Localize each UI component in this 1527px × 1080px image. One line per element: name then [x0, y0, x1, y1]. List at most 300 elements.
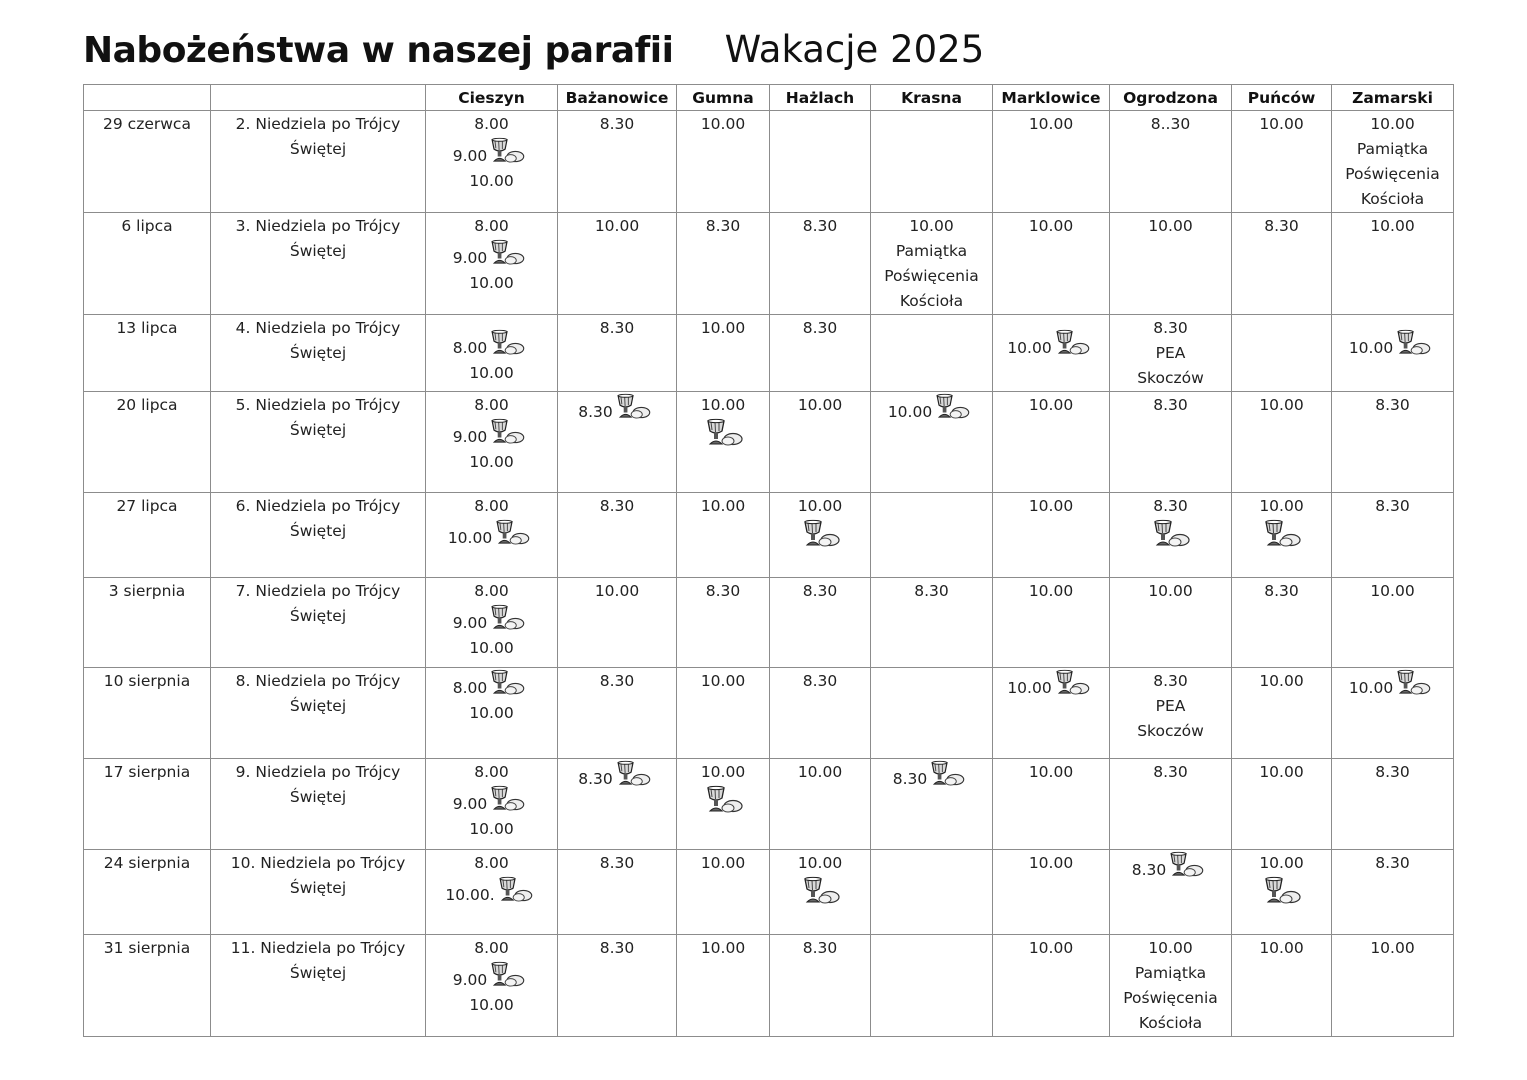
schedule-row — [84, 493, 1454, 578]
mass-time-cell-zamarski — [1332, 111, 1454, 213]
date-cell: 13 lipca — [84, 315, 211, 392]
schedule-row — [84, 578, 1454, 668]
schedule-row — [84, 315, 1454, 392]
title-main: Nabożeństwa w naszej parafii — [83, 30, 674, 71]
mass-time-text: 10.00 — [469, 820, 514, 838]
mass-time — [556, 760, 674, 792]
mass-time-cell-hażlach — [770, 315, 871, 392]
schedule-row — [84, 213, 1454, 315]
mass-time — [558, 112, 676, 137]
communion-chalice-icon — [1167, 851, 1205, 877]
mass-time-cell-ogrodzona — [1110, 392, 1232, 493]
mass-time — [558, 936, 676, 961]
mass-time-cell-zamarski — [1332, 578, 1454, 668]
mass-time-text: 8.30 — [1153, 319, 1188, 337]
mass-time — [677, 393, 769, 418]
mass-time-text: Skoczów — [1137, 369, 1204, 387]
mass-time-cell-gumna — [677, 392, 770, 493]
communion-chalice-icon — [704, 418, 744, 446]
schedule-row — [84, 111, 1454, 213]
mass-time-text: Pamiątka — [895, 242, 968, 260]
mass-time-text: 10.00 — [700, 672, 746, 690]
date-cell: 31 sierpnia — [84, 935, 211, 1037]
mass-time-cell-bażanowice — [558, 493, 677, 578]
mass-time-text: 10.00 — [700, 319, 746, 337]
mass-time-text: 10.00 — [1007, 339, 1052, 357]
sunday-name-cell: 11. Niedziela po Trójcy Świętej — [211, 935, 426, 1037]
mass-time — [426, 271, 557, 296]
mass-time-text: 10.00 — [700, 396, 746, 414]
communion-chalice-icon — [488, 785, 526, 811]
mass-time-cell-bażanowice — [558, 392, 677, 493]
mass-time-text: 8.30 — [1153, 396, 1188, 414]
mass-time-cell-krasna — [871, 213, 993, 315]
mass-time — [424, 137, 555, 169]
date-cell: 6 lipca — [84, 213, 211, 315]
mass-time — [424, 604, 555, 636]
mass-time-text: 8.30 — [599, 854, 635, 872]
mass-time-text: 8.00 — [474, 939, 509, 957]
mass-time-cell-zamarski — [1332, 668, 1454, 759]
mass-time-text: 10.00 — [909, 217, 954, 235]
date-cell: 24 sierpnia — [84, 850, 211, 935]
mass-time-cell-zamarski — [1332, 315, 1454, 392]
mass-time — [1110, 579, 1231, 604]
mass-time-text: 9.00 — [452, 428, 488, 446]
date-cell: 27 lipca — [84, 493, 211, 578]
mass-time-cell-hażlach — [770, 392, 871, 493]
document-title — [83, 28, 984, 71]
mass-time-cell-puńców — [1232, 668, 1332, 759]
mass-time — [426, 636, 557, 661]
mass-time-cell-puńców — [1232, 315, 1332, 392]
mass-time-text: PEA — [1155, 697, 1186, 715]
mass-time-cell-cieszyn — [426, 578, 558, 668]
mass-time — [677, 316, 769, 341]
mass-time — [1110, 1011, 1231, 1036]
communion-marker — [1232, 876, 1331, 904]
communion-marker — [677, 418, 769, 446]
mass-time-cell-bażanowice — [558, 578, 677, 668]
schedule-row — [84, 668, 1454, 759]
mass-time — [770, 316, 870, 341]
mass-time — [1232, 851, 1331, 876]
mass-time — [1110, 936, 1231, 961]
communion-chalice-icon — [801, 876, 841, 904]
mass-time-cell-hażlach — [770, 759, 871, 850]
mass-time — [424, 418, 555, 450]
mass-time-text: 8.30 — [578, 403, 613, 421]
mass-time-text: 8.30 — [1375, 396, 1410, 414]
header-cieszyn: Cieszyn — [426, 85, 558, 111]
mass-time-cell-gumna — [677, 493, 770, 578]
mass-time-text: 8.30 — [802, 939, 838, 957]
mass-time — [1110, 694, 1231, 719]
mass-time — [1110, 112, 1231, 137]
mass-time-cell-bażanowice — [558, 668, 677, 759]
mass-time — [770, 851, 870, 876]
mass-time-text: 9.00 — [452, 614, 488, 632]
mass-time-text: 8.30 — [705, 217, 741, 235]
mass-time-text: 8.30 — [705, 582, 741, 600]
header-puncow: Puńców — [1232, 85, 1332, 111]
mass-time-cell-bażanowice — [558, 111, 677, 213]
mass-time-cell-hażlach — [770, 850, 871, 935]
mass-time-cell-krasna — [871, 935, 993, 1037]
mass-time — [424, 961, 555, 993]
mass-time-cell-gumna — [677, 315, 770, 392]
mass-time-text: 10.00 — [1348, 679, 1394, 697]
mass-time-cell-cieszyn — [426, 850, 558, 935]
mass-time-cell-marklowice — [993, 392, 1110, 493]
mass-time-cell-ogrodzona — [1110, 759, 1232, 850]
mass-time-text: Kościoła — [1138, 1014, 1203, 1032]
mass-time-text: 10.00 — [1148, 217, 1193, 235]
mass-time — [1330, 329, 1451, 361]
mass-time — [770, 494, 870, 519]
mass-time — [426, 450, 557, 475]
mass-time-cell-cieszyn — [426, 315, 558, 392]
mass-time — [1332, 393, 1453, 418]
mass-time-text: 8.30 — [1131, 861, 1167, 879]
mass-time-text: 10.00 — [1370, 582, 1415, 600]
mass-time — [1332, 214, 1453, 239]
mass-time-text: 8.30 — [599, 115, 635, 133]
mass-time-text: 8.30 — [599, 319, 635, 337]
mass-time-text: 10.00 — [594, 217, 640, 235]
mass-time — [426, 494, 557, 519]
mass-time-cell-bażanowice — [558, 213, 677, 315]
mass-time — [871, 289, 992, 314]
mass-time — [426, 169, 557, 194]
communion-chalice-icon — [801, 519, 841, 547]
mass-time — [1232, 393, 1331, 418]
mass-time — [993, 760, 1109, 785]
mass-time — [1232, 579, 1331, 604]
mass-time — [1110, 366, 1231, 391]
mass-time-cell-gumna — [677, 668, 770, 759]
mass-time-text: 8.30 — [802, 672, 838, 690]
mass-time-text: 8.30 — [599, 672, 635, 690]
mass-time-text: 10.00 — [1028, 497, 1074, 515]
mass-time — [426, 214, 557, 239]
mass-time-cell-hażlach — [770, 493, 871, 578]
mass-time — [426, 760, 557, 785]
mass-time-text: Poświęcenia — [1345, 165, 1440, 183]
mass-time — [1232, 112, 1331, 137]
mass-time-text: 8.00 — [474, 396, 509, 414]
mass-time-text: 10.00 — [469, 274, 514, 292]
mass-time-text: Pamiątka — [1134, 964, 1207, 982]
communion-chalice-icon — [493, 519, 531, 545]
mass-time-cell-zamarski — [1332, 213, 1454, 315]
mass-time-text: 8.00 — [474, 217, 509, 235]
mass-time — [869, 760, 990, 792]
date-cell: 20 lipca — [84, 392, 211, 493]
mass-time-cell-ogrodzona — [1110, 315, 1232, 392]
header-marklowice: Marklowice — [993, 85, 1110, 111]
mass-time-text: 10.00 — [469, 704, 514, 722]
mass-time — [1110, 719, 1231, 744]
mass-time-cell-marklowice — [993, 213, 1110, 315]
mass-time — [677, 214, 769, 239]
mass-time — [558, 494, 676, 519]
mass-time-text: 10.00 — [1259, 763, 1304, 781]
mass-time — [426, 701, 557, 726]
mass-time — [426, 993, 557, 1018]
mass-time-text: 10.00 — [1028, 854, 1074, 872]
mass-time-cell-gumna — [677, 850, 770, 935]
mass-time — [558, 579, 676, 604]
mass-time-text: 10.00 — [1028, 763, 1074, 781]
mass-time-cell-hażlach — [770, 935, 871, 1037]
mass-time-cell-ogrodzona — [1110, 935, 1232, 1037]
mass-time-text: 8.00 — [474, 854, 509, 872]
mass-time — [770, 760, 870, 785]
schedule-row — [84, 935, 1454, 1037]
mass-time-cell-krasna — [871, 111, 993, 213]
mass-time-cell-puńców — [1232, 850, 1332, 935]
mass-time — [426, 817, 557, 842]
mass-time-text: 9.00 — [452, 971, 488, 989]
sunday-name-cell: 10. Niedziela po Trójcy Świętej — [211, 850, 426, 935]
mass-time — [1110, 494, 1231, 519]
mass-time — [1332, 851, 1453, 876]
communion-chalice-icon — [1394, 669, 1432, 695]
mass-time — [558, 669, 676, 694]
mass-time-text: 8.00 — [474, 115, 509, 133]
mass-time-text: 10.00. — [445, 886, 495, 904]
mass-time-text: 8.30 — [914, 582, 949, 600]
mass-time — [1108, 851, 1229, 883]
mass-time — [1332, 936, 1453, 961]
mass-time-text: 8.00 — [474, 497, 509, 515]
mass-time — [869, 393, 990, 425]
schedule-row — [84, 850, 1454, 935]
mass-time-text: 8.30 — [1375, 854, 1410, 872]
communion-chalice-icon — [1053, 329, 1091, 355]
communion-chalice-icon — [614, 760, 652, 786]
mass-time-text: 8.30 — [578, 770, 613, 788]
mass-time-text: 10.00 — [797, 854, 843, 872]
mass-time-cell-hażlach — [770, 578, 871, 668]
mass-time-cell-ogrodzona — [1110, 111, 1232, 213]
sunday-name-cell: 7. Niedziela po Trójcy Świętej — [211, 578, 426, 668]
mass-time — [1332, 137, 1453, 162]
mass-time-cell-ogrodzona — [1110, 213, 1232, 315]
mass-time-text: Pamiątka — [1356, 140, 1429, 158]
mass-time — [993, 214, 1109, 239]
sunday-name-cell: 5. Niedziela po Trójcy Świętej — [211, 392, 426, 493]
mass-time-cell-marklowice — [993, 315, 1110, 392]
mass-time-cell-cieszyn — [426, 392, 558, 493]
header-bazanowice: Bażanowice — [558, 85, 677, 111]
schedule-table — [83, 84, 1454, 1037]
communion-chalice-icon — [496, 876, 534, 902]
mass-time — [993, 579, 1109, 604]
sunday-name-cell: 4. Niedziela po Trójcy Świętej — [211, 315, 426, 392]
communion-chalice-icon — [488, 137, 526, 163]
communion-chalice-icon — [928, 760, 966, 786]
mass-time — [1332, 162, 1453, 187]
mass-time-text: 10.00 — [1348, 339, 1394, 357]
mass-time — [558, 316, 676, 341]
mass-time — [993, 112, 1109, 137]
communion-chalice-icon — [614, 393, 652, 419]
communion-marker — [770, 876, 870, 904]
mass-time-text: 10.00 — [1370, 939, 1415, 957]
mass-time-text: 9.00 — [452, 249, 488, 267]
mass-time-cell-cieszyn — [426, 935, 558, 1037]
title-subtitle: Wakacje 2025 — [724, 28, 985, 71]
mass-time — [677, 494, 769, 519]
communion-marker — [677, 785, 769, 813]
mass-time-text: 8.30 — [599, 939, 635, 957]
communion-chalice-icon — [488, 329, 526, 355]
communion-chalice-icon — [1394, 329, 1432, 355]
mass-time-text: PEA — [1155, 344, 1186, 362]
mass-time — [993, 936, 1109, 961]
mass-time-text: 8.00 — [452, 339, 488, 357]
sunday-name-cell: 2. Niedziela po Trójcy Świętej — [211, 111, 426, 213]
communion-chalice-icon — [704, 785, 744, 813]
mass-time — [426, 393, 557, 418]
mass-time — [1232, 214, 1331, 239]
mass-time-cell-marklowice — [993, 668, 1110, 759]
communion-chalice-icon — [933, 393, 971, 419]
communion-chalice-icon — [1262, 876, 1302, 904]
schedule-row — [84, 392, 1454, 493]
mass-time-text: 10.00 — [1007, 679, 1052, 697]
mass-time — [1332, 112, 1453, 137]
header-ogrodzona: Ogrodzona — [1110, 85, 1232, 111]
mass-time-cell-bażanowice — [558, 850, 677, 935]
mass-time — [1110, 316, 1231, 341]
mass-time-text: Skoczów — [1137, 722, 1204, 740]
mass-time-text: 10.00 — [797, 497, 843, 515]
mass-time-text: 10.00 — [1028, 217, 1074, 235]
mass-time-text: 10.00 — [447, 529, 493, 547]
mass-time — [677, 936, 769, 961]
communion-marker — [1110, 519, 1231, 547]
mass-time-cell-ogrodzona — [1110, 850, 1232, 935]
sunday-name-cell: 6. Niedziela po Trójcy Świętej — [211, 493, 426, 578]
header-zamarski: Zamarski — [1332, 85, 1454, 111]
mass-time — [871, 214, 992, 239]
mass-time-text: 8.30 — [1264, 217, 1299, 235]
mass-time — [770, 214, 870, 239]
mass-time-text: 10.00 — [700, 497, 746, 515]
date-cell: 29 czerwca — [84, 111, 211, 213]
communion-chalice-icon — [488, 604, 526, 630]
mass-time-cell-gumna — [677, 213, 770, 315]
mass-time-cell-marklowice — [993, 935, 1110, 1037]
mass-time-cell-cieszyn — [426, 668, 558, 759]
mass-time-cell-zamarski — [1332, 759, 1454, 850]
mass-time — [1110, 393, 1231, 418]
mass-time — [1330, 669, 1451, 701]
mass-time — [993, 393, 1109, 418]
mass-time-text: 10.00 — [469, 639, 514, 657]
mass-time — [991, 669, 1107, 701]
date-cell: 3 sierpnia — [84, 578, 211, 668]
communion-chalice-icon — [1151, 519, 1191, 547]
mass-time-text: 8.30 — [599, 497, 635, 515]
mass-time — [426, 579, 557, 604]
mass-time-cell-zamarski — [1332, 935, 1454, 1037]
sunday-name-cell: 8. Niedziela po Trójcy Świętej — [211, 668, 426, 759]
mass-time — [424, 519, 555, 551]
mass-time — [558, 214, 676, 239]
mass-time-text: 10.00 — [700, 763, 746, 781]
header-sunday — [211, 85, 426, 111]
mass-time — [558, 851, 676, 876]
mass-time-text: 10.00 — [1259, 939, 1304, 957]
mass-time-cell-puńców — [1232, 111, 1332, 213]
header-krasna: Krasna — [871, 85, 993, 111]
schedule-body — [84, 111, 1454, 1037]
mass-time — [770, 936, 870, 961]
mass-time-text: 10.00 — [700, 854, 746, 872]
mass-time-text: 8.00 — [452, 679, 488, 697]
mass-time — [1232, 936, 1331, 961]
date-cell: 10 sierpnia — [84, 668, 211, 759]
mass-time-text: 8.00 — [474, 763, 509, 781]
mass-time-cell-marklowice — [993, 111, 1110, 213]
mass-time-cell-bażanowice — [558, 315, 677, 392]
mass-time-text: 8..30 — [1150, 115, 1191, 133]
mass-time-text: 10.00 — [1259, 672, 1304, 690]
mass-time-cell-hażlach — [770, 111, 871, 213]
mass-time-text: 10.00 — [887, 403, 933, 421]
mass-time-cell-gumna — [677, 111, 770, 213]
mass-time — [770, 579, 870, 604]
mass-time-text: 10.00 — [700, 115, 746, 133]
mass-time-text: 10.00 — [1028, 582, 1074, 600]
mass-time-cell-cieszyn — [426, 493, 558, 578]
mass-time-text: 10.00 — [1028, 939, 1074, 957]
mass-time — [424, 876, 555, 908]
mass-time-text: 10.00 — [469, 364, 514, 382]
mass-time-text: Kościoła — [899, 292, 964, 310]
mass-time-text: 10.00 — [797, 396, 843, 414]
mass-time-text: 8.30 — [1153, 763, 1188, 781]
mass-time-cell-bażanowice — [558, 935, 677, 1037]
mass-time — [677, 851, 769, 876]
mass-time — [770, 669, 870, 694]
mass-time-text: Poświęcenia — [884, 267, 979, 285]
mass-time-cell-krasna — [871, 578, 993, 668]
mass-time-cell-krasna — [871, 392, 993, 493]
mass-time-cell-hażlach — [770, 213, 871, 315]
mass-time-cell-krasna — [871, 668, 993, 759]
mass-time-text: 8.30 — [1153, 497, 1188, 515]
mass-time — [1110, 760, 1231, 785]
mass-time — [871, 239, 992, 264]
mass-time-text: Kościoła — [1360, 190, 1425, 208]
mass-time-cell-ogrodzona — [1110, 493, 1232, 578]
mass-time-cell-ogrodzona — [1110, 578, 1232, 668]
mass-time — [1110, 669, 1231, 694]
header-date — [84, 85, 211, 111]
header-hazlach: Hażlach — [770, 85, 871, 111]
mass-time — [424, 669, 555, 701]
mass-time — [993, 851, 1109, 876]
communion-chalice-icon — [488, 961, 526, 987]
mass-time — [1110, 961, 1231, 986]
communion-marker — [1232, 519, 1331, 547]
mass-time — [1232, 760, 1331, 785]
